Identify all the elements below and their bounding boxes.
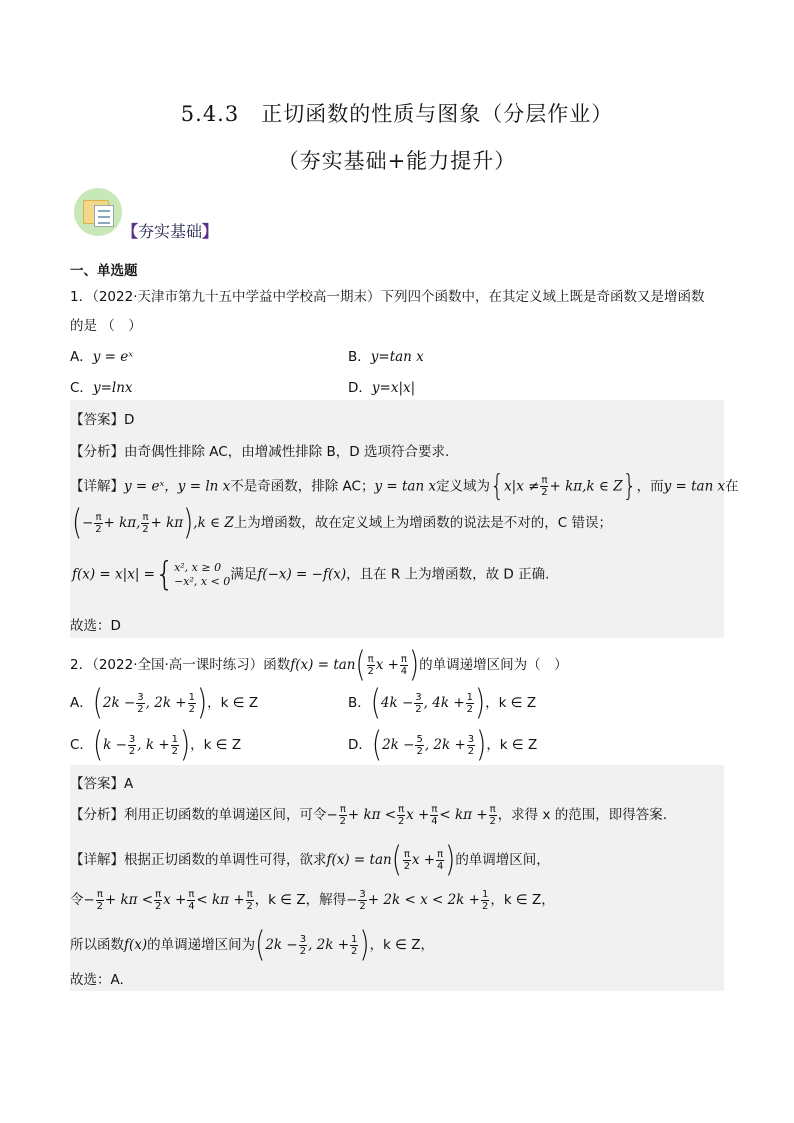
q1-detail-line1: 【详解】y = eˣ，y = ln x不是奇函数，排除 AC；y = tan x定义域为{x|x ≠ $\frac{\pi}{2}$ + kπ,k ∈ Z}，而y = tan x在 [70, 469, 739, 504]
documents-icon [74, 188, 122, 236]
q1-option-b: B．y=tan x [348, 349, 424, 365]
page-title: 5.4.3 正切函数的性质与图象（分层作业） [180, 102, 614, 126]
q2-conclusion: 故选：A. [70, 972, 124, 988]
page-subtitle: （夯实基础+能力提升） [277, 149, 517, 173]
q2-analysis: 【分析】利用正切函数的单调递区间，可令− $\frac{\pi}{2}$ + kπ < $\frac{\pi}{2}$ x + $\frac{\pi}{4}$ < kπ + $\frac{\pi}{2}$ ，求得 x 的范围，即得答案. [70, 803, 668, 827]
q1-option-c: C．y=lnx [70, 380, 133, 396]
q2-option-d: D．(2k − $\frac{5}{2}$ , 2k + $\frac{3}{2}$ )，k ∈ Z [348, 724, 538, 766]
q2-detail-line3: 所以函数f(x)的单调递增区间为(2k − $\frac{3}{2}$ , 2k + $\frac{1}{2}$ )，k ∈ Z， [70, 924, 434, 966]
q1-option-a: A．y = eˣ [70, 349, 134, 365]
q1-analysis: 【分析】由奇偶性排除 AC，由增减性排除 B，D 选项符合要求. [70, 444, 450, 460]
q1-detail-line3: f(x) = x|x| ={ x², x ≥ 0 −x², x < 0 满足f(−x) = −f(x)，且在 R 上为增函数，故 D 正确. [72, 555, 550, 594]
q1-stem: 1．（2022·天津市第九十五中学益中学校高一期末）下列四个函数中，在其定义域上既是奇函数又是增函数 [70, 289, 705, 305]
q1-answer: 【答案】D [70, 412, 135, 428]
q2-answer: 【答案】A [70, 776, 134, 792]
part-heading: 一、单选题 [70, 263, 138, 279]
q2-option-c: C．(k − $\frac{3}{2}$ , k + $\frac{1}{2}$ )，k ∈ Z [70, 724, 242, 766]
q2-detail-line1: 【详解】根据正切函数的单调性可得，欲求f(x) = tan( $\frac{\pi}{2}$ x + $\frac{\pi}{4}$ )的单调增区间， [70, 839, 550, 881]
q1-conclusion: 故选：D [70, 618, 121, 634]
q2-stem: 2．（2022·全国·高一课时练习）函数f(x) = tan( $\frac{\pi}{2}$ x + $\frac{\pi}{4}$ )的单调递增区间为（ ） [70, 644, 568, 686]
q2-option-a: A．(2k − $\frac{3}{2}$ , 2k + $\frac{1}{2}$ )，k ∈ Z [70, 682, 259, 724]
q1-detail-line2: (− $\frac{\pi}{2}$ + kπ, $\frac{\pi}{2}$ + kπ),k ∈ Z上为增函数，故在定义域上为增函数的说法是不对的，C 错误； [72, 502, 612, 544]
q1-stem-cont: 的是 （ ） [70, 318, 142, 334]
section-heading: 【夯实基础】 [122, 222, 219, 241]
q1-option-d: D．y=x|x| [348, 380, 416, 396]
q2-option-b: B．(4k − $\frac{3}{2}$ , 4k + $\frac{1}{2}$ )，k ∈ Z [348, 682, 537, 724]
q2-detail-line2: 令− $\frac{\pi}{2}$ + kπ < $\frac{\pi}{2}$ x + $\frac{\pi}{4}$ < kπ + $\frac{\pi}{2}$ ，k ∈ Z，解得− $\frac{3}{2}$ + 2k < x < 2k + $\frac{1}{2}$ ，k ∈ Z， [70, 888, 555, 912]
